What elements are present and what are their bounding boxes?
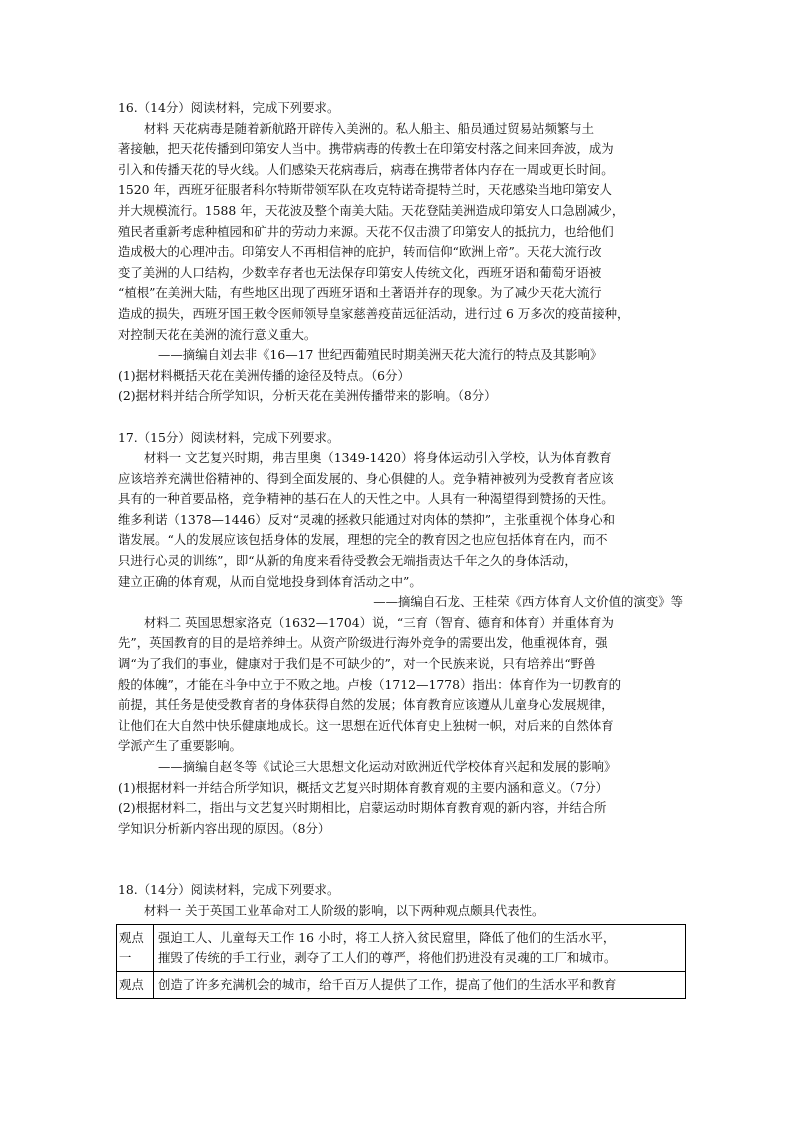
question-16 bbox=[118, 98, 683, 407]
q16-material-line: 殖民者重新考虑种植园和矿井的劳动力来源。天花不仅击溃了印第安人的抵抗力，也给他们 bbox=[118, 223, 614, 239]
exam-page bbox=[118, 98, 683, 999]
q16-material-line: 并大规模流行。1588 年，天花波及整个南美大陆。天花登陆美洲造成印第安人口急剧减少， bbox=[118, 202, 625, 218]
q16-material-line: 材料 天花病毒是随着新航路开辟传入美洲的。私人船主、船员通过贸易站频繁与土 bbox=[144, 120, 595, 136]
view-content-line: 摧毁了传统的手工行业，剥夺了工人们的尊严，将他们扔进没有灵魂的工厂和城市。 bbox=[158, 949, 617, 965]
view-content bbox=[154, 971, 686, 998]
q17-material1-line: 材料一 文艺复兴时期，弗吉里奥（1349-1420）将身体运动引入学校，认为体育教育 bbox=[144, 450, 612, 466]
viewpoints-table bbox=[116, 924, 686, 999]
q16-task-1: (1)据材料概括天花在美洲传播的途径及特点。（6分） bbox=[118, 367, 410, 383]
q16-material-line: 著接触，把天花传播到印第安人当中。携带病毒的传教士在印第安村落之间来回奔波，成为 bbox=[118, 141, 614, 157]
q16-material-line: 造成的损失，西班牙国王敕令医师领导皇家慈善疫苗远征活动，进行过 6 万多次的疫苗接种， bbox=[118, 305, 630, 321]
q16-header: 16.（14分）阅读材料，完成下列要求。 bbox=[118, 100, 340, 115]
q17-source-2: ——摘编自赵冬等《试论三大思想文化运动对欧洲近代学校体育兴起和发展的影响》 bbox=[158, 759, 617, 774]
q16-task-2: (2)据材料并结合所学知识，分析天花在美洲传播带来的影响。（8分） bbox=[118, 388, 497, 404]
q17-material2-line: 前提，其任务是使受教育者的身体获得自然的发展；体育教育应该遵从儿童身心发展规律， bbox=[118, 697, 614, 713]
q16-material-line: “植根”在美洲大陆，有些地区出现了西班牙语和土著语并存的现象。为了减少天花大流行 bbox=[118, 285, 602, 301]
q17-material2-line: 学派产生了重要影响。 bbox=[118, 738, 242, 754]
q16-material-line: 引入和传播天花的导火线。人们感染天花病毒后，病毒在携带者体内存在一周或更长时间。 bbox=[118, 161, 614, 177]
q17-task-2: (2)根据材料二，指出与文艺复兴时期相比，启蒙运动时期体育教育观的新内容，并结合所 bbox=[118, 800, 607, 816]
q17-task-2-cont: 学知识分析新内容出现的原因。（8分） bbox=[118, 820, 331, 836]
view-content-line: 创造了许多充满机会的城市，给千百万人提供了工作，提高了他们的生活水平和教育 bbox=[158, 976, 617, 992]
q16-material-line: 对控制天花在美洲的流行意义重大。 bbox=[118, 326, 317, 342]
view-label bbox=[117, 924, 154, 971]
question-17 bbox=[118, 428, 683, 840]
q17-material2-line: 先”，英国教育的目的是培养绅士。从资产阶级进行海外竞争的需要出发，他重视体育，强 bbox=[118, 635, 608, 651]
q17-material1-line: 维多利诺（1378—1446）反对“灵魂的拯救只能通过对肉体的禁抑”，主张重视个体身心和 bbox=[118, 511, 616, 527]
view-content bbox=[154, 924, 686, 971]
q17-source-1: ——摘编自石龙、王桂荣《西方体育人文价值的演变》等 bbox=[373, 594, 683, 610]
table-row bbox=[117, 971, 686, 998]
view-label-line: 观点 bbox=[119, 976, 144, 992]
view-label-line: 一 bbox=[119, 949, 132, 965]
q17-material2-line: 材料二 英国思想家洛克（1632—1704）说，“三育（智育、德育和体育）并重体育为 bbox=[144, 614, 614, 630]
q18-header: 18.（14分）阅读材料，完成下列要求。 bbox=[118, 882, 340, 898]
q17-header: 17.（15分）阅读材料，完成下列要求。 bbox=[118, 429, 340, 445]
table-row bbox=[117, 924, 686, 971]
q17-material2-line: 般的体魄”，才能在斗争中立于不败之地。卢梭（1712—1778）指出：体育作为一切教育的 bbox=[118, 676, 622, 692]
q17-task-1: (1)根据材料一并结合所学知识，概括文艺复兴时期体育教育观的主要内涵和意义。（7分） bbox=[118, 779, 609, 795]
q18-intro: 材料一 关于英国工业革命对工人阶级的影响，以下两种观点颇具代表性。 bbox=[144, 902, 545, 918]
q17-material1-line: 具有的一种首要品格，竞争精神的基石在人的天性之中。人具有一种渴望得到赞扬的天性。 bbox=[118, 491, 614, 507]
q17-material1-line: 建立正确的体育观，从而自觉地投身到体育活动之中”。 bbox=[118, 573, 422, 589]
q17-material1-line: 只进行心灵的训练”，即“从新的角度来看待受教会无端指责达千年之久的身体活动， bbox=[118, 553, 577, 569]
view-content-line: 强迫工人、儿童每天工作 16 小时，将工人挤入贫民窟里，降低了他们的生活水平， bbox=[158, 929, 616, 945]
q16-source: ——摘编自刘去非《16—17 世纪西葡殖民时期美洲天花大流行的特点及其影响》 bbox=[158, 347, 603, 363]
view-label-line: 观点 bbox=[119, 929, 144, 945]
q17-material2-line: 让他们在大自然中快乐健康地成长。这一思想在近代体育史上独树一帜，对后来的自然体育 bbox=[118, 717, 614, 733]
q16-material-line: 造成极大的心理冲击。印第安人不再相信神的庇护，转而信仰“欧洲上帝”。天花大流行改 bbox=[118, 244, 602, 260]
q16-material-line: 变了美洲的人口结构，少数幸存者也无法保存印第安人传统文化，西班牙语和葡萄牙语被 bbox=[118, 264, 602, 280]
q16-material-line: 1520 年，西班牙征服者科尔特斯带领军队在攻克特诺奇提特兰时，天花感染当地印第安人 bbox=[118, 182, 612, 198]
q17-material1-line: 谐发展。“人的发展应该包括身体的发展，理想的完全的教育因之也应包括体育在内，而不 bbox=[118, 532, 608, 548]
q17-material2-line: 调“为了我们的事业，健康对于我们是不可缺少的”，对一个民族来说，只有培养出“野兽 bbox=[118, 656, 596, 672]
question-18 bbox=[118, 880, 683, 998]
view-label bbox=[117, 971, 154, 998]
q17-material1-line: 应该培养充满世俗精神的、得到全面发展的、身心俱健的人。竞争精神被列为受教育者应该 bbox=[118, 470, 614, 486]
